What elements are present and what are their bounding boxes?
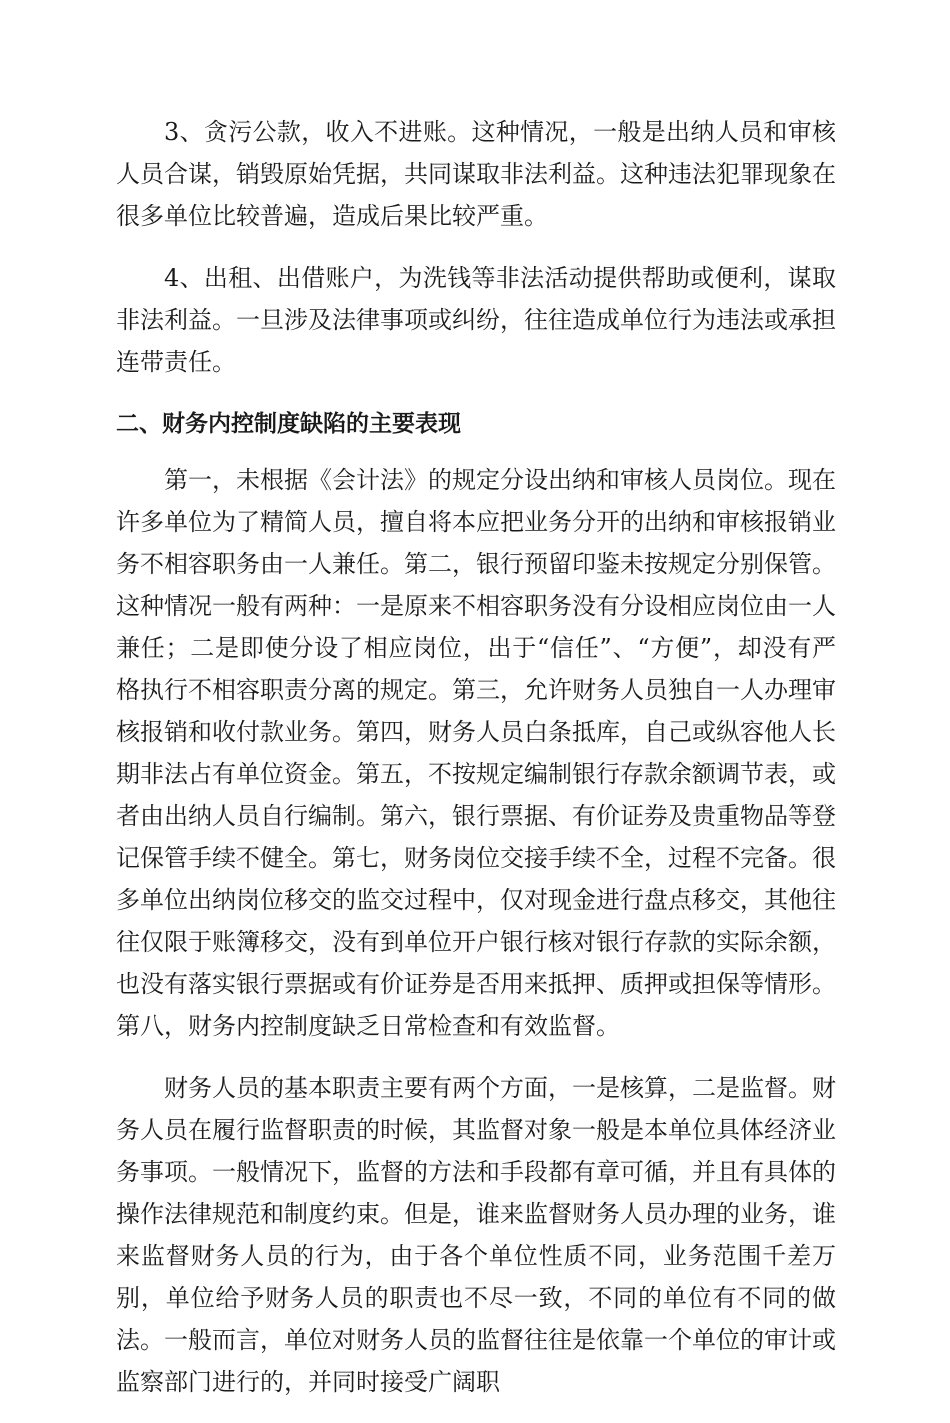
section-heading: 二、财务内控制度缺陷的主要表现: [116, 411, 461, 437]
document-body: [116, 111, 836, 1423]
paragraph-staff-duties: 财务人员的基本职责主要有两个方面，一是核算，二是监督。财务人员在履行监督职责的时候，其监督对象一般是本单位具体经济业务事项。一般情况下，监督的方法和手段都有章可循，并且有具体的操作法律规范和制度约束。但是，谁来监督财务人员办理的业务，谁来监督财务人员的行为，由于各个单位性质不同，业务范围千差万别，单位给予财务人员的职责也不尽一致，不同的单位有不同的做法。一般而言，单位对财务人员的监督往往是依靠一个单位的审计或监察部门进行的，并同时接受广阔职: [116, 1074, 836, 1396]
paragraph-embezzlement: 3、贪污公款，收入不进账。这种情况，一般是出纳人员和审核人员合谋，销毁原始凭据，共同谋取非法利益。这种违法犯罪现象在很多单位比较普遍，造成后果比较严重。: [116, 118, 836, 230]
paragraph-control-defects: 第一，未根据《会计法》的规定分设出纳和审核人员岗位。现在许多单位为了精简人员，擅自将本应把业务分开的出纳和审核报销业务不相容职务由一人兼任。第二，银行预留印鉴未按规定分别保管。这种情况一般有两种：一是原来不相容职务没有分设相应岗位由一人兼任；二是即使分设了相应岗位，出于“信任”、“方便”，却没有严格执行不相容职责分离的规定。第三，允许财务人员独自一人办理审核报销和收付款业务。第四，财务人员白条抵库，自己或纵容他人长期非法占有单位资金。第五，不按规定编制银行存款余额调节表，或者由出纳人员自行编制。第六，银行票据、有价证券及贵重物品等登记保管手续不健全。第七，财务岗位交接手续不全，过程不完备。很多单位出纳岗位移交的监交过程中，仅对现金进行盘点移交，其他往往仅限于账簿移交，没有到单位开户银行核对银行存款的实际余额，也没有落实银行票据或有价证券是否用来抵押、质押或担保等情形。第八，财务内控制度缺乏日常检查和有效监督。: [116, 466, 836, 1040]
paragraph-account-lending: 4、出租、出借账户，为洗钱等非法活动提供帮助或便利，谋取非法利益。一旦涉及法律事项或纠纷，往往造成单位行为违法或承担连带责任。: [116, 264, 836, 376]
